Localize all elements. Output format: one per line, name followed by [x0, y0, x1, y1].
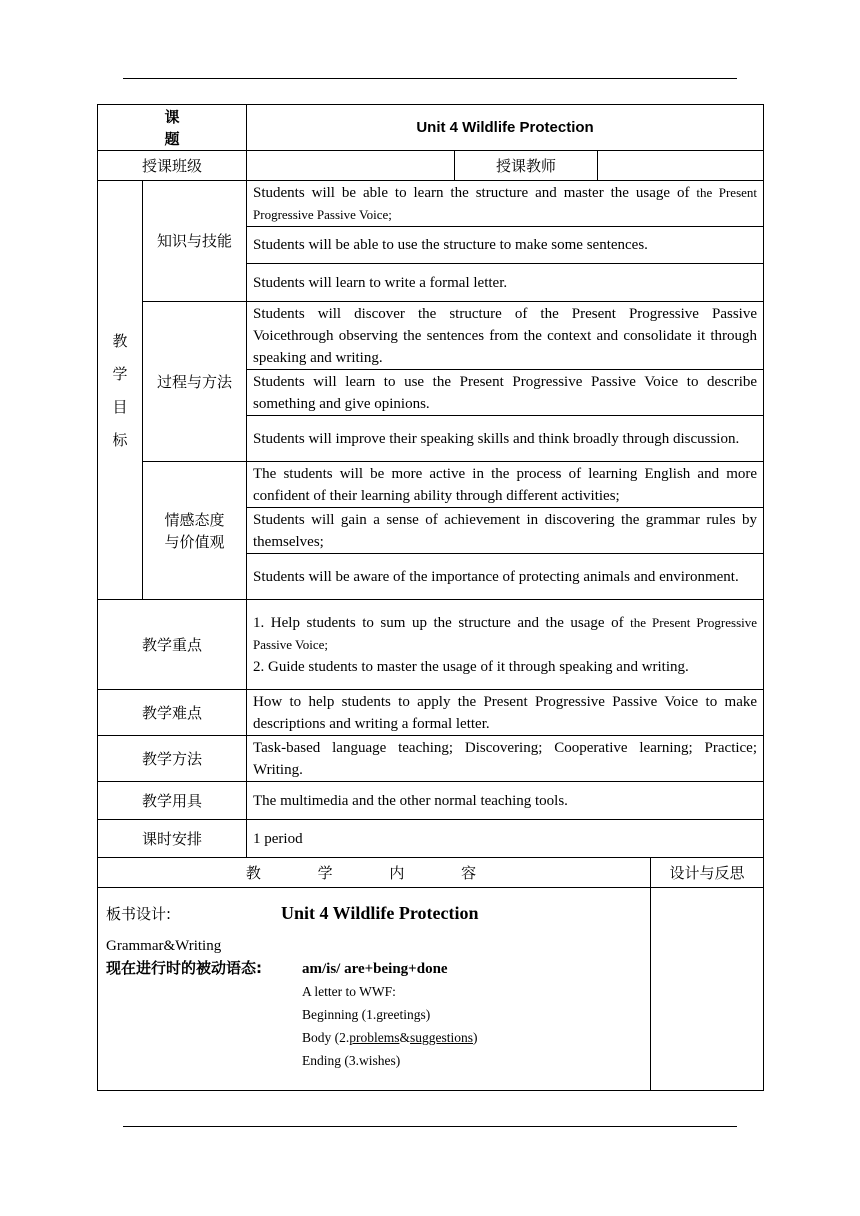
difficulties-label: 教学难点: [98, 690, 247, 736]
emotion-item-3: Students will be aware of the importance of protecting animals and environment.: [247, 554, 764, 600]
content-body-row: [98, 888, 764, 1091]
teacher-value: [598, 151, 764, 181]
methods-label: 教学方法: [98, 736, 247, 782]
topic-label: 课 题: [98, 105, 247, 151]
key-points-label: 教学重点: [98, 600, 247, 690]
passive-formula: am/is/ are+being+done: [302, 961, 448, 977]
knowledge-item-1: Students will be able to learn the structure and master the usage of the Present Progressive Passive Voice;: [247, 181, 764, 227]
objective-row: [98, 181, 764, 227]
methods-text: Task-based language teaching; Discovering; Cooperative learning; Practice; Writing.: [247, 736, 764, 782]
letter-body: Body (2.problems&suggestions): [302, 1030, 478, 1045]
process-label: 过程与方法: [143, 302, 247, 462]
class-label: 授课班级: [98, 151, 247, 181]
key-points-row: [98, 600, 764, 690]
grammar-writing: Grammar&Writing: [106, 938, 222, 954]
tools-label: 教学用具: [98, 782, 247, 820]
schedule-label: 课时安排: [98, 820, 247, 858]
process-item-2: Students will learn to use the Present Progressive Passive Voice to describe something and give opinions.: [247, 370, 764, 416]
passive-label: 现在进行时的被动语态:: [106, 959, 262, 977]
content-label: 教 学 内 容: [98, 858, 651, 888]
methods-row: [98, 736, 764, 782]
schedule-text: 1 period: [247, 820, 764, 858]
lesson-plan-table: [97, 104, 764, 1091]
process-item-3: Students will improve their speaking skills and think broadly through discussion.: [247, 416, 764, 462]
objective-row: [98, 302, 764, 370]
content-header-row: [98, 858, 764, 888]
emotion-label: 情感态度 与价值观: [143, 462, 247, 600]
reflection-cell: [651, 888, 764, 1091]
class-teacher-row: [98, 151, 764, 181]
bottom-rule: [123, 1126, 737, 1127]
board-title: Unit 4 Wildlife Protection: [281, 903, 479, 923]
teacher-label: 授课教师: [455, 151, 598, 181]
tools-row: [98, 782, 764, 820]
top-rule: [123, 78, 737, 79]
process-item-1: Students will discover the structure of the Present Progressive Passive Voicethrough observing the sentences from the context and consolidate it through speaking and writing.: [247, 302, 764, 370]
board-label: 板书设计:: [106, 905, 172, 923]
knowledge-item-2: Students will be able to use the structure to make some sentences.: [247, 227, 764, 264]
lesson-title: Unit 4 Wildlife Protection: [247, 105, 764, 151]
difficulties-text: How to help students to apply the Present Progressive Passive Voice to make descriptions and writing a formal letter.: [247, 690, 764, 736]
knowledge-label: 知识与技能: [143, 181, 247, 302]
board-design: [98, 888, 651, 1091]
letter-beginning: Beginning (1.greetings): [302, 1007, 431, 1022]
objective-row: [98, 462, 764, 508]
schedule-row: [98, 820, 764, 858]
letter-outline: [302, 980, 642, 1072]
reflection-label: 设计与反思: [651, 858, 764, 888]
emotion-item-1: The students will be more active in the process of learning English and more confident of their learning ability through different activities;: [247, 462, 764, 508]
emotion-item-2: Students will gain a sense of achievement in discovering the grammar rules by themselves;: [247, 508, 764, 554]
difficulties-row: [98, 690, 764, 736]
objectives-section-label: 教 学 目 标: [98, 181, 143, 600]
key-points-text: 1. Help students to sum up the structure and the usage of the Present Progressive Passive Voice; 2. Guide students to master the usage of it through speaking and writing.: [247, 600, 764, 690]
knowledge-item-3: Students will learn to write a formal letter.: [247, 264, 764, 302]
letter-title: A letter to WWF:: [302, 984, 396, 999]
topic-row: [98, 105, 764, 151]
tools-text: The multimedia and the other normal teaching tools.: [247, 782, 764, 820]
class-value: [247, 151, 455, 181]
letter-ending: Ending (3.wishes): [302, 1053, 401, 1068]
